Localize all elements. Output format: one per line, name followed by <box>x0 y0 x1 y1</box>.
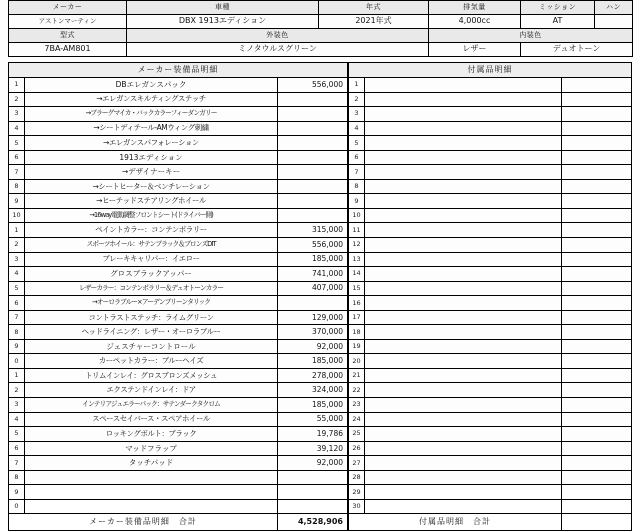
row-description: →デザイナーキー <box>25 165 278 180</box>
row-number: 25 <box>349 427 365 442</box>
row-number: 24 <box>349 412 365 427</box>
row-description <box>365 165 562 180</box>
table-row <box>9 208 348 223</box>
table-row <box>349 310 632 325</box>
row-description: →エレガンスパフォレーション <box>25 136 278 151</box>
table-row <box>9 354 348 369</box>
table-row <box>349 194 632 209</box>
row-number: 27 <box>349 456 365 471</box>
row-number: 30 <box>349 499 365 514</box>
header-label-displacement: 排気量 <box>429 1 521 15</box>
row-number: 8 <box>9 179 25 194</box>
row-price <box>278 107 348 122</box>
row-price <box>278 194 348 209</box>
table-row <box>9 165 348 180</box>
row-number: 2 <box>9 238 25 253</box>
row-description <box>25 485 278 500</box>
row-description: →オーロラブルー×アーデンブリーンタリック <box>25 296 278 311</box>
row-price <box>561 325 631 340</box>
row-description: カーペットカラー：ブルーヘイズ <box>25 354 278 369</box>
header-label-exterior-color: 外装色 <box>127 29 429 43</box>
table-row <box>349 179 632 194</box>
row-number: 9 <box>9 194 25 209</box>
row-number: 11 <box>349 223 365 238</box>
table-row <box>9 441 348 456</box>
row-number: 1 <box>9 223 25 238</box>
row-number: 8 <box>349 179 365 194</box>
header-value-row-1 <box>9 15 633 29</box>
row-price <box>561 223 631 238</box>
row-price <box>561 179 631 194</box>
row-price: 185,000 <box>278 252 348 267</box>
row-price: 92,000 <box>278 339 348 354</box>
row-number: 29 <box>349 485 365 500</box>
row-price: 185,000 <box>278 354 348 369</box>
row-price <box>561 208 631 223</box>
row-description <box>365 296 562 311</box>
row-description: グロスブラックアッパー <box>25 267 278 282</box>
row-price: 278,000 <box>278 368 348 383</box>
table-row <box>349 121 632 136</box>
row-number: 22 <box>349 383 365 398</box>
table-row <box>349 398 632 413</box>
header-label-row-1 <box>9 1 633 15</box>
row-description <box>365 456 562 471</box>
row-description: →ヒーテッドステアリングホイール <box>25 194 278 209</box>
row-number: 9 <box>349 194 365 209</box>
row-description: コントラストステッチ：ライムグリーン <box>25 310 278 325</box>
header-label-maker: メーカー <box>9 1 127 15</box>
header-value-row-2 <box>9 43 633 57</box>
table-row <box>9 383 348 398</box>
row-number: 9 <box>9 339 25 354</box>
row-description <box>365 179 562 194</box>
row-number: 5 <box>9 136 25 151</box>
row-description: ヘッドライニング：レザー・オーロラブルー <box>25 325 278 340</box>
row-price <box>561 281 631 296</box>
row-price <box>561 368 631 383</box>
row-description <box>365 339 562 354</box>
row-number: 4 <box>9 267 25 282</box>
row-price: 556,000 <box>278 78 348 93</box>
row-price <box>561 121 631 136</box>
row-number: 3 <box>9 107 25 122</box>
maker-equipment-panel <box>8 62 348 531</box>
row-price: 315,000 <box>278 223 348 238</box>
row-price <box>278 92 348 107</box>
row-price <box>561 136 631 151</box>
table-row <box>349 252 632 267</box>
vehicle-header-table <box>8 0 633 57</box>
row-number: 16 <box>349 296 365 311</box>
row-number: 12 <box>349 238 365 253</box>
accessory-title: 付属品明細 <box>349 63 632 78</box>
table-row <box>349 470 632 485</box>
row-description <box>365 485 562 500</box>
row-number: 21 <box>349 368 365 383</box>
header-value-exterior-color: ミノタウルスグリーン <box>127 43 429 57</box>
row-number: 15 <box>349 281 365 296</box>
row-price <box>278 136 348 151</box>
table-row <box>9 223 348 238</box>
header-label-interior-color: 内装色 <box>429 29 633 43</box>
row-number: 2 <box>9 92 25 107</box>
row-number: 26 <box>349 441 365 456</box>
row-description <box>365 354 562 369</box>
row-price: 741,000 <box>278 267 348 282</box>
row-price: 39,120 <box>278 441 348 456</box>
row-number: 0 <box>9 499 25 514</box>
row-price: 556,000 <box>278 238 348 253</box>
row-number: 4 <box>9 121 25 136</box>
maker-equipment-table <box>8 62 348 531</box>
row-description: →エレガンスキルティングステッチ <box>25 92 278 107</box>
row-price: 370,000 <box>278 325 348 340</box>
row-description: スペースセイバース・スペアホイール <box>25 412 278 427</box>
table-row <box>349 368 632 383</box>
row-price <box>561 441 631 456</box>
row-number: 23 <box>349 398 365 413</box>
row-price <box>561 107 631 122</box>
table-row <box>9 296 348 311</box>
row-number: 2 <box>349 92 365 107</box>
table-row <box>349 238 632 253</box>
row-description: タッチパッド <box>25 456 278 471</box>
row-number: 1 <box>9 78 25 93</box>
row-number: 5 <box>9 281 25 296</box>
row-price <box>561 398 631 413</box>
row-price <box>561 150 631 165</box>
detail-panels <box>8 62 632 531</box>
row-price <box>561 383 631 398</box>
accessory-title-row <box>349 63 632 78</box>
row-description: ロッキングボルト：ブラック <box>25 427 278 442</box>
row-description <box>365 325 562 340</box>
row-number: 0 <box>9 354 25 369</box>
row-price <box>278 165 348 180</box>
row-price <box>561 499 631 514</box>
row-description <box>365 383 562 398</box>
table-row <box>349 150 632 165</box>
row-number: 3 <box>9 398 25 413</box>
row-price: 324,000 <box>278 383 348 398</box>
row-description: →16way電動調整フロントシート(ドライバー側) <box>25 208 278 223</box>
table-row <box>9 78 348 93</box>
maker-equipment-title-row <box>9 63 348 78</box>
table-row <box>9 92 348 107</box>
row-price <box>561 354 631 369</box>
table-row <box>9 107 348 122</box>
row-description: DBエレガンスパック <box>25 78 278 93</box>
row-description <box>365 499 562 514</box>
row-price <box>561 238 631 253</box>
row-description <box>365 441 562 456</box>
row-number: 8 <box>9 470 25 485</box>
row-description: レザーカラー：コンテンポラリー＆デュオトーンカラー <box>25 281 278 296</box>
row-price: 185,000 <box>278 398 348 413</box>
table-row <box>349 296 632 311</box>
row-description <box>365 310 562 325</box>
header-value-interior-color-1: レザー <box>429 43 521 57</box>
row-price <box>561 252 631 267</box>
row-description: マッドフラップ <box>25 441 278 456</box>
row-price: 92,000 <box>278 456 348 471</box>
row-price <box>278 296 348 311</box>
header-label-mission: ミッション <box>521 1 595 15</box>
table-row <box>9 398 348 413</box>
accessory-panel <box>348 62 632 531</box>
row-price <box>561 470 631 485</box>
row-description <box>25 499 278 514</box>
row-description: →ブラーグマイカ・バックカラーフィーダンガリー <box>25 107 278 122</box>
row-number: 18 <box>349 325 365 340</box>
table-row <box>9 456 348 471</box>
accessory-table <box>348 62 632 531</box>
row-price: 19,786 <box>278 427 348 442</box>
row-price <box>561 456 631 471</box>
row-description: →シートディテール-AMウィング刺繍 <box>25 121 278 136</box>
table-row <box>349 223 632 238</box>
accessory-total-value <box>561 514 631 531</box>
row-price <box>561 339 631 354</box>
row-number: 1 <box>349 78 365 93</box>
table-row <box>9 238 348 253</box>
vehicle-spec-sheet <box>8 0 632 527</box>
table-row <box>349 136 632 151</box>
row-price <box>278 470 348 485</box>
row-number: 1 <box>9 368 25 383</box>
table-row <box>9 325 348 340</box>
table-row <box>9 470 348 485</box>
row-number: 4 <box>349 121 365 136</box>
header-value-interior-color-2: デュオトーン <box>521 43 633 57</box>
header-value-maker: アストンマーティン <box>9 15 127 29</box>
row-description <box>365 267 562 282</box>
row-number: 6 <box>9 150 25 165</box>
row-price: 129,000 <box>278 310 348 325</box>
row-number: 3 <box>349 107 365 122</box>
table-row <box>9 281 348 296</box>
header-label-year: 年式 <box>319 1 429 15</box>
row-description <box>365 194 562 209</box>
row-price <box>561 310 631 325</box>
row-number: 3 <box>9 252 25 267</box>
table-row <box>349 456 632 471</box>
row-number: 9 <box>9 485 25 500</box>
row-description <box>365 281 562 296</box>
table-row <box>349 208 632 223</box>
row-description <box>365 412 562 427</box>
row-price <box>278 150 348 165</box>
row-number: 7 <box>9 456 25 471</box>
row-description: ブレーキキャリパー：イエロー <box>25 252 278 267</box>
table-row <box>9 339 348 354</box>
row-number: 5 <box>9 427 25 442</box>
row-price <box>561 296 631 311</box>
row-description: ペイントカラー：コンテンポラリー <box>25 223 278 238</box>
row-price <box>561 267 631 282</box>
maker-equipment-total-label: メーカー装備品明細 合計 <box>9 514 278 531</box>
row-description <box>365 121 562 136</box>
table-row <box>9 194 348 209</box>
table-row <box>349 325 632 340</box>
row-description <box>365 150 562 165</box>
row-description <box>25 470 278 485</box>
row-price <box>561 165 631 180</box>
row-description <box>365 252 562 267</box>
row-number: 6 <box>349 150 365 165</box>
accessory-total-label: 付属品明細 合計 <box>349 514 562 531</box>
row-number: 8 <box>9 325 25 340</box>
row-number: 13 <box>349 252 365 267</box>
table-row <box>9 136 348 151</box>
table-row <box>349 92 632 107</box>
header-label-model-code: 型式 <box>9 29 127 43</box>
row-number: 10 <box>349 208 365 223</box>
table-row <box>9 150 348 165</box>
table-row <box>9 499 348 514</box>
header-label-model: 車種 <box>127 1 319 15</box>
row-price: 55,000 <box>278 412 348 427</box>
table-row <box>9 252 348 267</box>
row-description: ジェスチャーコントロール <box>25 339 278 354</box>
table-row <box>349 412 632 427</box>
table-row <box>9 368 348 383</box>
table-row <box>9 267 348 282</box>
table-row <box>349 107 632 122</box>
row-description <box>365 92 562 107</box>
row-description: スポーツホイール：サテンブラック＆ブロンズDIT <box>25 238 278 253</box>
table-row <box>349 354 632 369</box>
row-price <box>561 412 631 427</box>
table-row <box>349 441 632 456</box>
table-row <box>349 339 632 354</box>
header-value-mission: AT <box>521 15 595 29</box>
table-row <box>349 383 632 398</box>
row-description <box>365 78 562 93</box>
header-label-handle: ハン <box>595 1 633 15</box>
row-price <box>278 485 348 500</box>
row-description <box>365 238 562 253</box>
table-row <box>9 310 348 325</box>
row-description <box>365 368 562 383</box>
header-value-handle <box>595 15 633 29</box>
row-description <box>365 427 562 442</box>
row-number: 28 <box>349 470 365 485</box>
accessory-total-row <box>349 514 632 531</box>
row-price <box>278 179 348 194</box>
table-row <box>349 281 632 296</box>
header-value-year: 2021年式 <box>319 15 429 29</box>
row-description <box>365 470 562 485</box>
row-number: 5 <box>349 136 365 151</box>
row-description: インテリアジュエラーパック：サテンダークタクロム <box>25 398 278 413</box>
row-price <box>561 485 631 500</box>
row-price: 407,000 <box>278 281 348 296</box>
row-description: 1913エディション <box>25 150 278 165</box>
table-row <box>9 485 348 500</box>
table-row <box>349 78 632 93</box>
row-number: 10 <box>9 208 25 223</box>
header-value-model: DBX 1913エディション <box>127 15 319 29</box>
row-price <box>561 427 631 442</box>
row-number: 17 <box>349 310 365 325</box>
maker-equipment-total-row <box>9 514 348 531</box>
row-description <box>365 223 562 238</box>
row-price <box>278 121 348 136</box>
row-price <box>278 499 348 514</box>
row-price <box>561 78 631 93</box>
row-number: 6 <box>9 441 25 456</box>
row-description: トリムインレイ：グロスブロンズメッシュ <box>25 368 278 383</box>
table-row <box>349 499 632 514</box>
header-value-displacement: 4,000cc <box>429 15 521 29</box>
row-price <box>561 92 631 107</box>
table-row <box>349 165 632 180</box>
table-row <box>349 267 632 282</box>
row-price <box>278 208 348 223</box>
row-number: 19 <box>349 339 365 354</box>
row-number: 7 <box>9 165 25 180</box>
row-number: 20 <box>349 354 365 369</box>
row-number: 7 <box>349 165 365 180</box>
row-number: 14 <box>349 267 365 282</box>
table-row <box>9 179 348 194</box>
maker-equipment-title: メーカー装備品明細 <box>9 63 348 78</box>
row-description <box>365 208 562 223</box>
table-row <box>9 121 348 136</box>
row-description <box>365 136 562 151</box>
header-value-model-code: 7BA-AM801 <box>9 43 127 57</box>
row-number: 2 <box>9 383 25 398</box>
row-description: エクステンドインレイ：ドア <box>25 383 278 398</box>
row-price <box>561 194 631 209</box>
maker-equipment-total-value: 4,528,906 <box>278 514 348 531</box>
row-number: 4 <box>9 412 25 427</box>
row-description: →シートヒーター＆ベンチレーション <box>25 179 278 194</box>
table-row <box>9 412 348 427</box>
table-row <box>349 485 632 500</box>
row-description <box>365 398 562 413</box>
table-row <box>9 427 348 442</box>
header-label-row-2 <box>9 29 633 43</box>
row-number: 7 <box>9 310 25 325</box>
table-row <box>349 427 632 442</box>
row-description <box>365 107 562 122</box>
row-number: 6 <box>9 296 25 311</box>
